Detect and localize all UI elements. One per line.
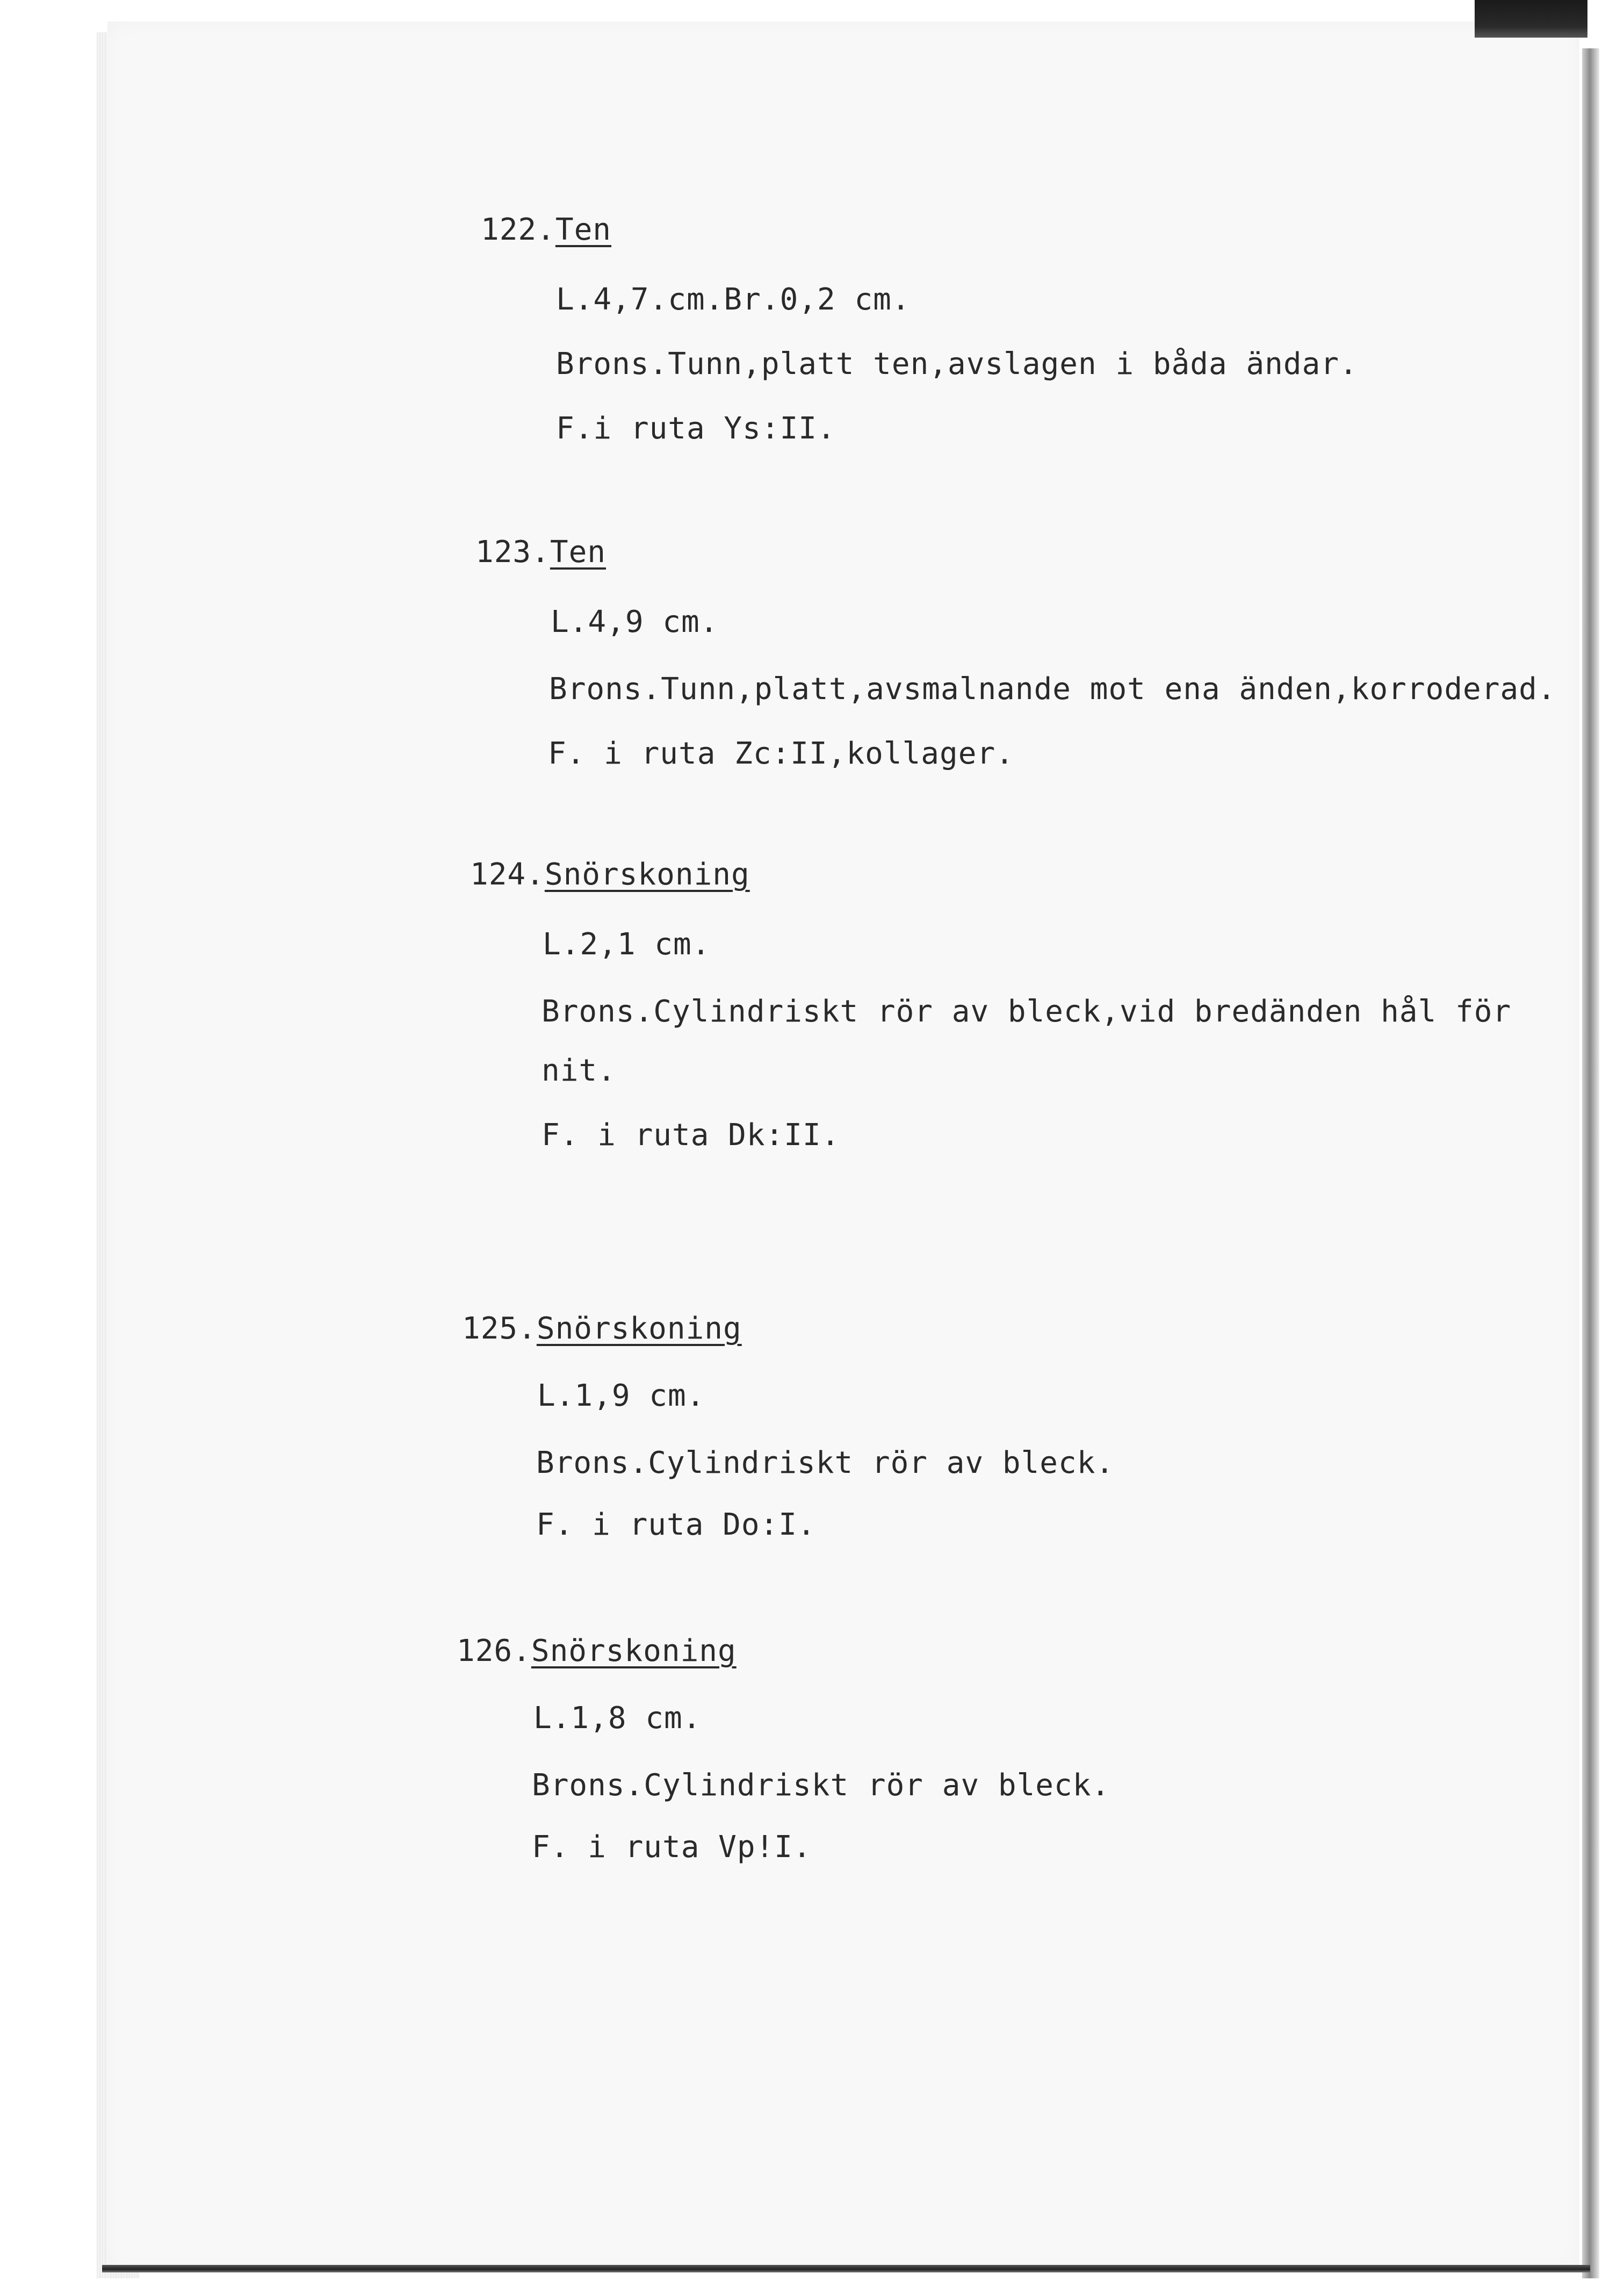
entry-124-description-cont: nit. [542, 1053, 616, 1088]
entry-122-dimensions: L.4,7.cm.Br.0,2 cm. [556, 282, 911, 317]
entry-title: Snörskoning [544, 857, 750, 892]
corner-shadow [1475, 0, 1587, 38]
entry-123-dimensions: L.4,9 cm. [551, 605, 719, 639]
entry-number: 123. [475, 535, 550, 570]
entry-124-findspot: F. i ruta Dk:II. [542, 1118, 840, 1153]
entry-124-description: Brons.Cylindriskt rör av bleck,vid bredänden hål för [542, 994, 1512, 1029]
entry-number: 124. [470, 857, 545, 892]
page-bottom-edge [102, 2265, 1590, 2272]
entry-title: Ten [555, 212, 612, 247]
entry-123-findspot: F. i ruta Zc:II,kollager. [548, 736, 1014, 771]
entry-title: Snörskoning [531, 1634, 737, 1668]
entry-126-dimensions: L.1,8 cm. [533, 1701, 702, 1736]
entry-number: 125. [462, 1311, 537, 1346]
entry-number: 122. [481, 212, 555, 247]
entry-122-heading [481, 212, 612, 247]
entry-123-description: Brons.Tunn,platt,avsmalnande mot ena änden,korroderad. [549, 672, 1556, 707]
entry-123-heading [475, 535, 607, 570]
entry-126-heading [457, 1636, 737, 1666]
entry-125-heading [462, 1311, 742, 1346]
entry-124-dimensions: L.2,1 cm. [543, 927, 711, 962]
entry-125-dimensions: L.1,9 cm. [537, 1378, 705, 1413]
entry-122-description: Brons.Tunn,platt ten,avslagen i båda ändar. [556, 347, 1358, 382]
entry-125-findspot: F. i ruta Do:I. [536, 1507, 816, 1542]
entry-124-heading [470, 857, 750, 892]
entry-125-description: Brons.Cylindriskt rör av bleck. [536, 1445, 1115, 1480]
entry-126-description: Brons.Cylindriskt rör av bleck. [532, 1768, 1110, 1803]
entry-title: Ten [550, 535, 607, 570]
entry-122-findspot: F.i ruta Ys:II. [556, 411, 836, 446]
entry-title: Snörskoning [536, 1311, 742, 1346]
page-right-edge [1582, 48, 1599, 2278]
entry-126-findspot: F. i ruta Vp!I. [532, 1830, 812, 1865]
entry-number: 126. [457, 1634, 531, 1668]
